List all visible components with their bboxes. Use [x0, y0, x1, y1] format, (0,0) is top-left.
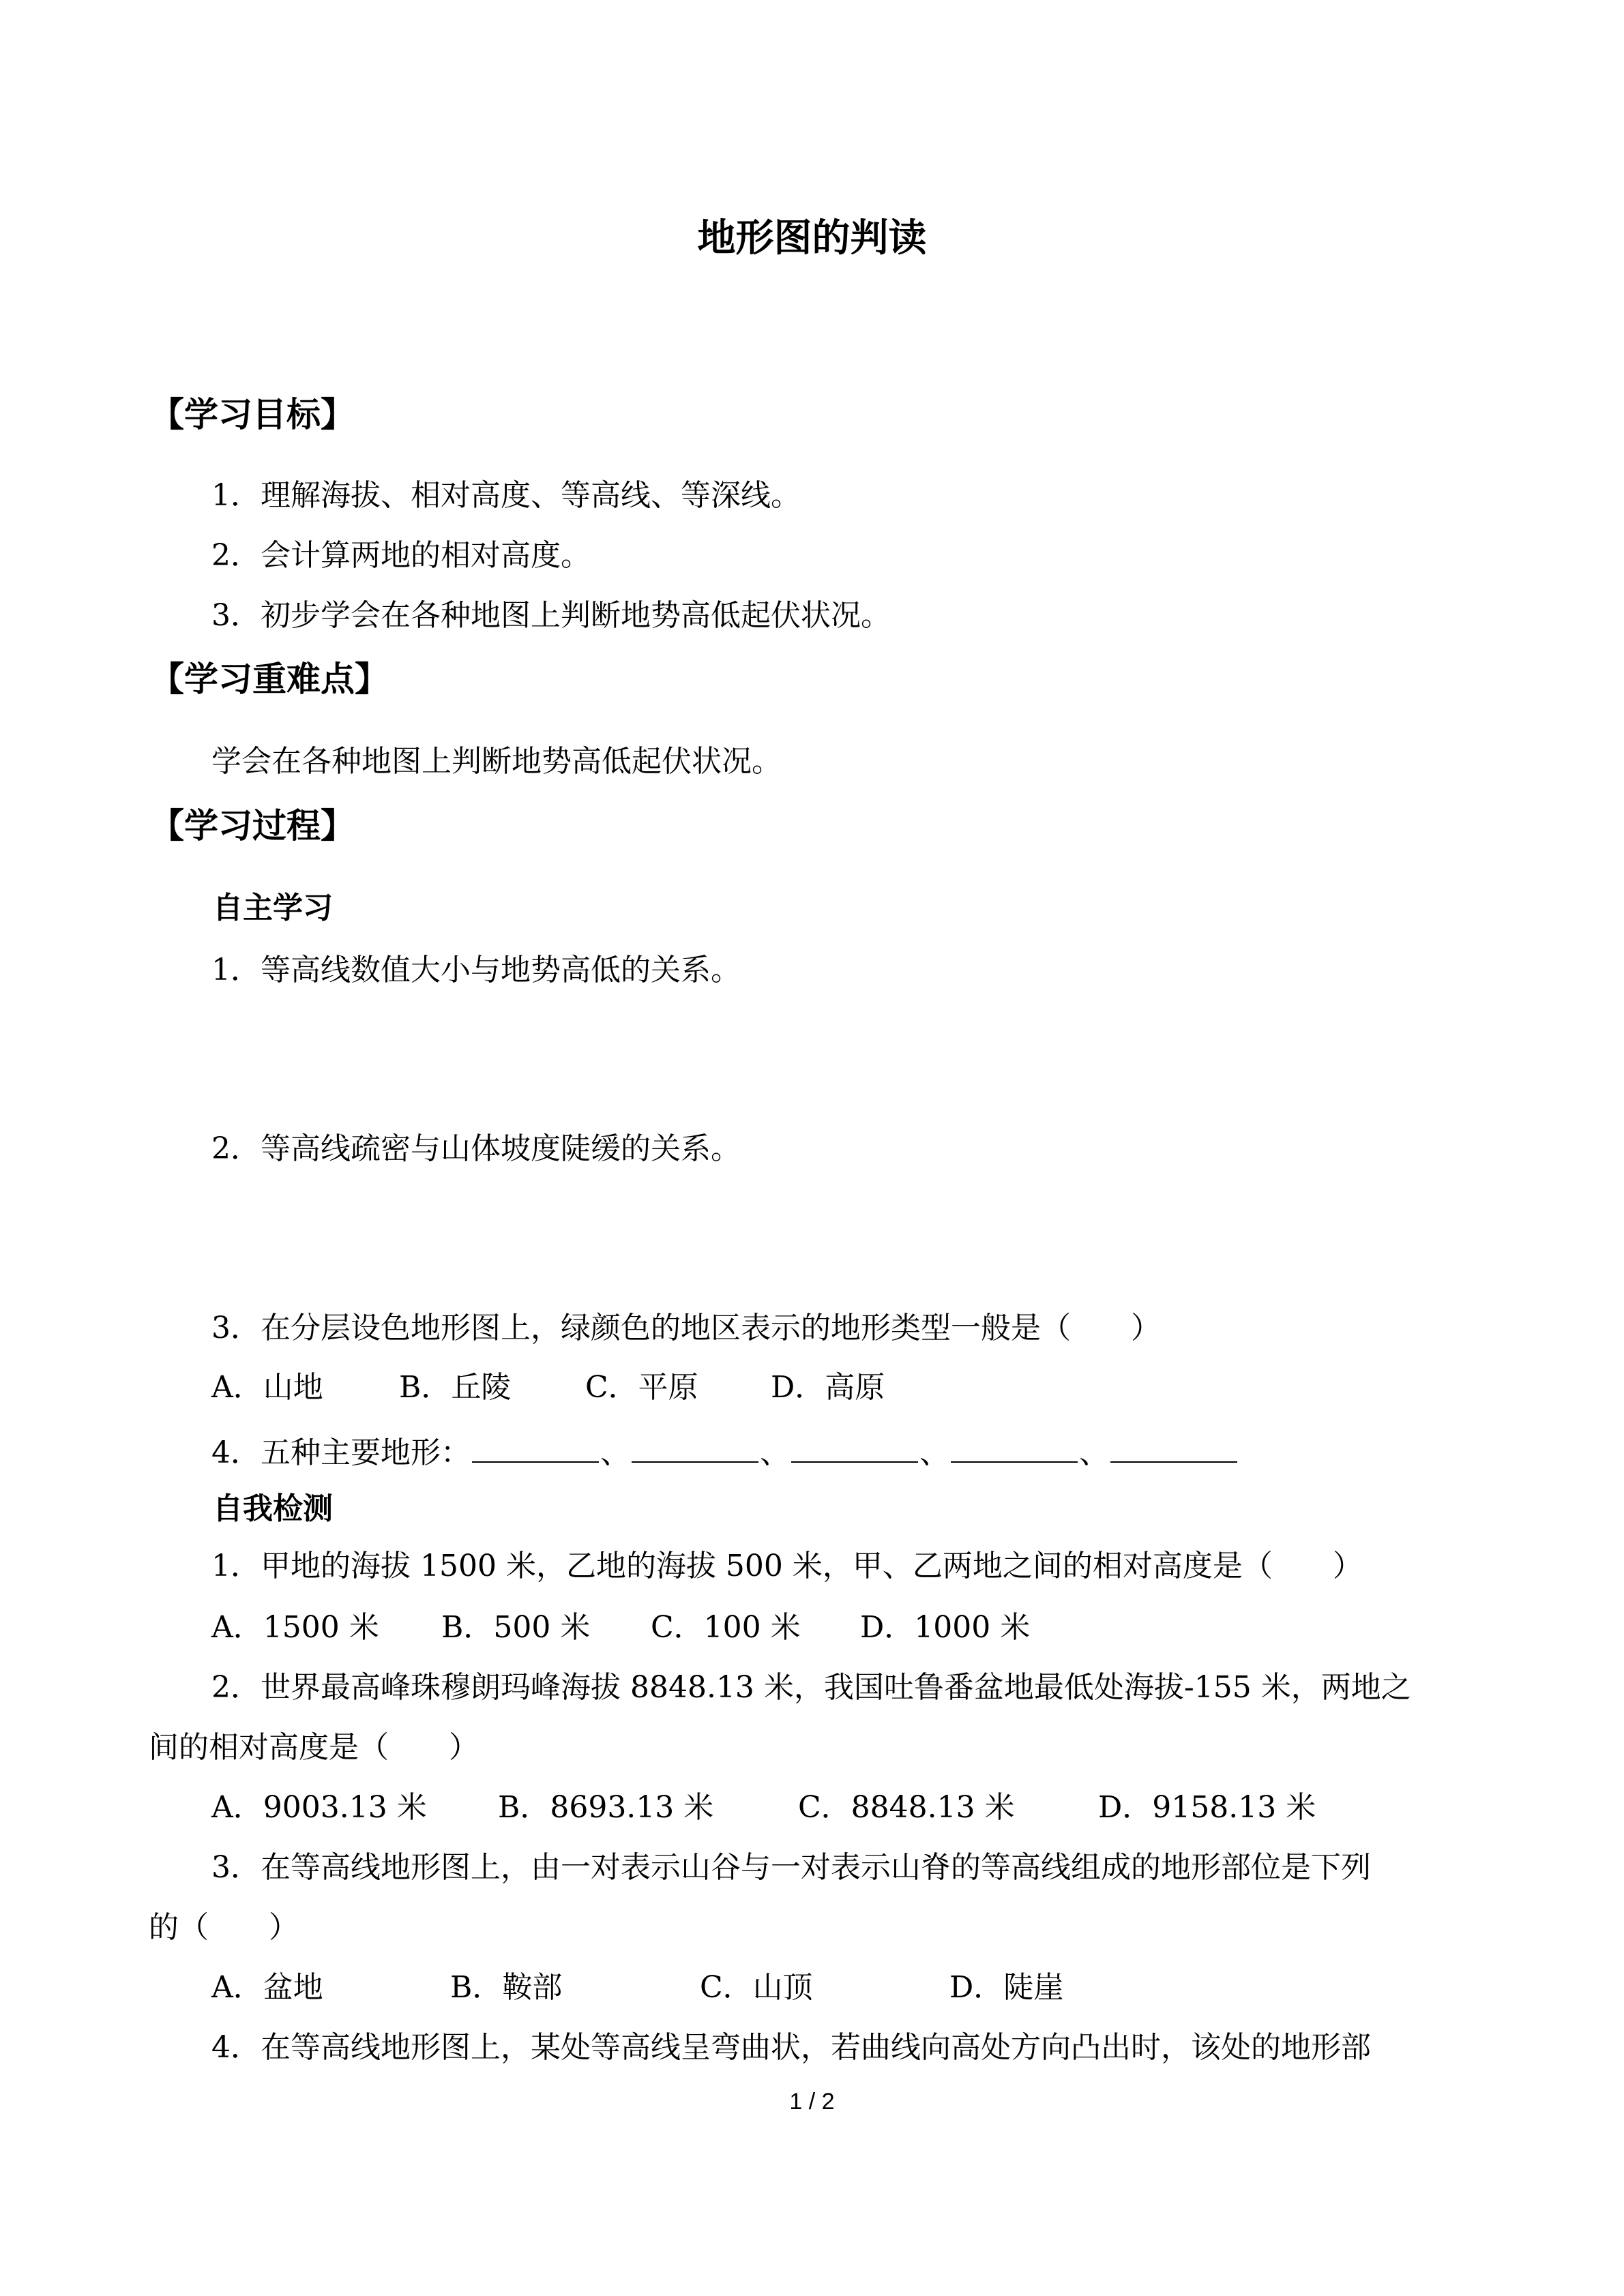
- answer-blank[interactable]: [472, 1434, 599, 1463]
- fill-in-question: [211, 1433, 1239, 1474]
- option: C．平原: [585, 1370, 698, 1405]
- answer-blank[interactable]: [951, 1434, 1078, 1463]
- separator: 、: [1079, 1435, 1109, 1470]
- separator: 、: [600, 1435, 630, 1470]
- self-test-question: 2．世界最高峰珠穆朗玛峰海拔 8848.13 米，我国吐鲁番盆地最低处海拔-155 米，两地之: [211, 1670, 1411, 1705]
- goal-item: 3．初步学会在各种地图上判断地势高低起伏状况。: [211, 598, 891, 633]
- option: D．陡崖: [949, 1970, 1064, 2005]
- option: C．山顶: [700, 1970, 813, 2005]
- self-test-question: 4．在等高线地形图上，某处等高线呈弯曲状，若曲线向高处方向凸出时，该处的地形部: [211, 2030, 1371, 2065]
- self-test-question-continuation: 的（ ）: [149, 1910, 299, 1945]
- option: A．9003.13 米: [211, 1790, 427, 1825]
- page-number: 1 / 2: [789, 2089, 835, 2115]
- separator: 、: [760, 1435, 790, 1470]
- key-points-text: 学会在各种地图上判断地势高低起伏状况。: [211, 744, 782, 779]
- option: B．丘陵: [399, 1370, 512, 1405]
- option: C．8848.13 米: [798, 1790, 1015, 1825]
- option: D．高原: [771, 1370, 885, 1405]
- answer-blank[interactable]: [1110, 1434, 1237, 1463]
- page-title: 地形图的判读: [697, 216, 927, 260]
- question-text: 4．五种主要地形：: [211, 1435, 471, 1470]
- option: A．1500 米: [211, 1610, 379, 1645]
- option: B．500 米: [441, 1610, 591, 1645]
- option: D．1000 米: [860, 1610, 1031, 1645]
- answer-blank[interactable]: [791, 1434, 918, 1463]
- subsection-self-study: 自主学习: [213, 891, 333, 925]
- subsection-self-test: 自我检测: [213, 1491, 333, 1526]
- option: B．8693.13 米: [498, 1790, 714, 1825]
- self-study-question: 3．在分层设色地形图上，绿颜色的地区表示的地形类型一般是（ ）: [211, 1311, 1161, 1345]
- goal-item: 2．会计算两地的相对高度。: [211, 538, 591, 573]
- section-header-goals: 【学习目标】: [150, 395, 355, 434]
- self-test-question: 1．甲地的海拔 1500 米，乙地的海拔 500 米，甲、乙两地之间的相对高度是（ ）: [211, 1549, 1363, 1583]
- self-study-question: 1．等高线数值大小与地势高低的关系。: [211, 953, 741, 987]
- option: C．100 米: [651, 1610, 801, 1645]
- answer-blank[interactable]: [632, 1434, 758, 1463]
- separator: 、: [919, 1435, 949, 1470]
- self-test-question-continuation: 间的相对高度是（ ）: [149, 1730, 479, 1765]
- section-header-key-points: 【学习重难点】: [150, 659, 389, 699]
- section-header-process: 【学习过程】: [150, 806, 355, 846]
- option: B．鞍部: [450, 1970, 563, 2005]
- option: D．9158.13 米: [1098, 1790, 1316, 1825]
- self-study-question: 2．等高线疏密与山体坡度陡缓的关系。: [211, 1131, 741, 1166]
- self-test-question: 3．在等高线地形图上，由一对表示山谷与一对表示山脊的等高线组成的地形部位是下列: [211, 1850, 1371, 1885]
- option: A．盆地: [211, 1970, 323, 2005]
- option: A．山地: [211, 1370, 323, 1405]
- goal-item: 1．理解海拔、相对高度、等高线、等深线。: [211, 478, 801, 513]
